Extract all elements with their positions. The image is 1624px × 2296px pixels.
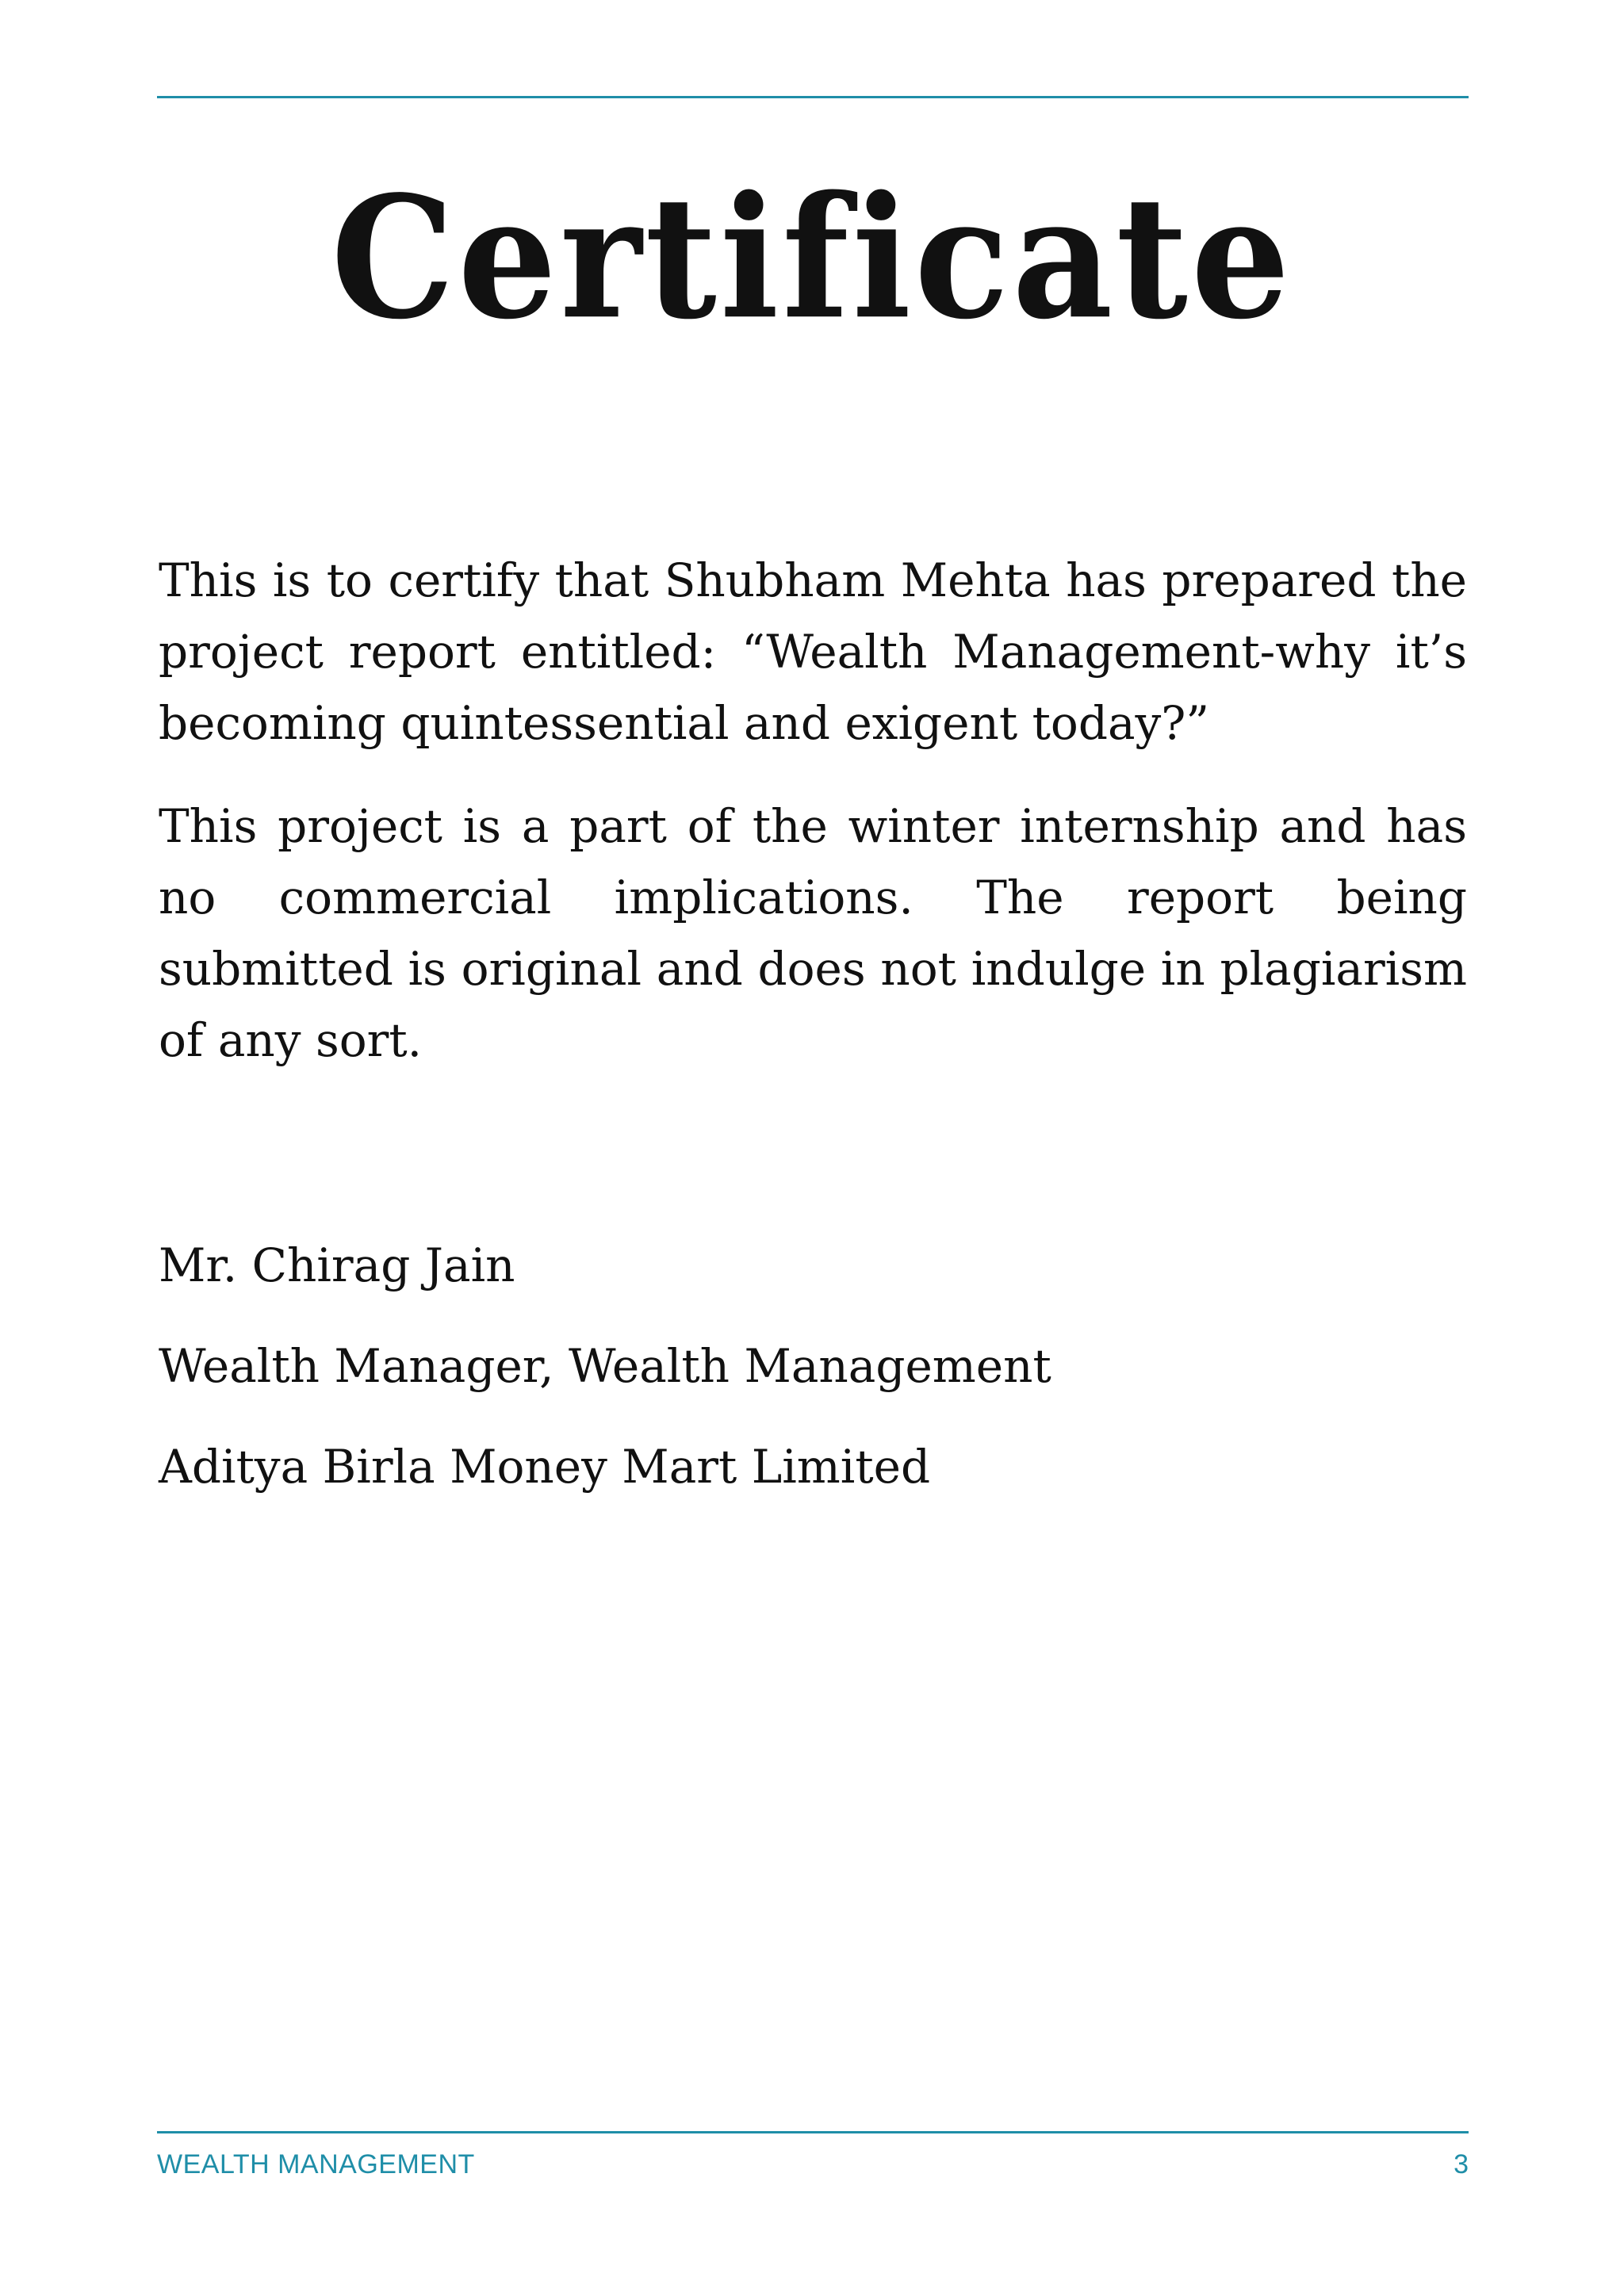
signatory-company: Aditya Birla Money Mart Limited bbox=[159, 1440, 931, 1494]
header-rule bbox=[157, 96, 1469, 98]
signatory-name: Mr. Chirag Jain bbox=[159, 1238, 515, 1292]
footer-running-title: WEALTH MANAGEMENT bbox=[157, 2149, 475, 2179]
declaration-paragraph: This project is a part of the winter internship and has no commercial implications. The report being submitted is original and does not indulge in plagiarism of any sort. bbox=[159, 799, 1467, 1067]
footer-page-number: 3 bbox=[1454, 2149, 1469, 2179]
signatory-position: Wealth Manager, Wealth Management bbox=[159, 1339, 1051, 1393]
footer-rule bbox=[157, 2131, 1469, 2133]
certificate-title: Certificate bbox=[331, 159, 1293, 358]
certification-paragraph: This is to certify that Shubham Mehta has prepared the project report entitled: “Wealth Management-why it’s becoming quintessential and exigent today?” bbox=[159, 553, 1467, 750]
